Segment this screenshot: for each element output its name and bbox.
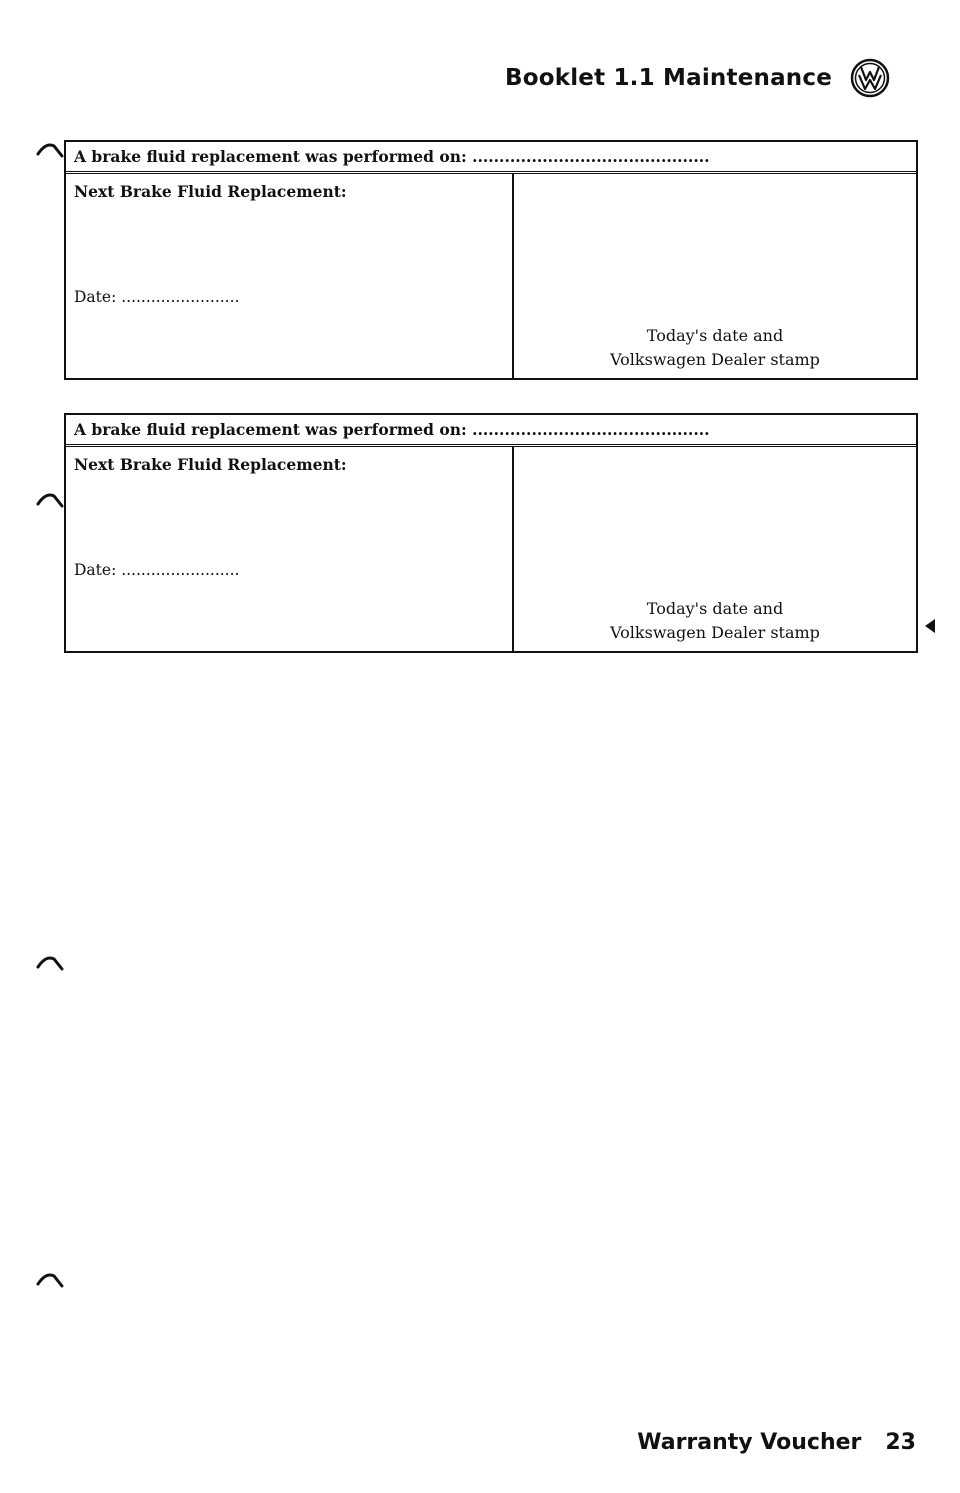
continue-arrow-icon bbox=[925, 619, 935, 633]
stamp-line-2: Volkswagen Dealer stamp bbox=[610, 623, 820, 642]
margin-mark-icon bbox=[36, 140, 66, 160]
next-replacement-label: Next Brake Fluid Replacement: bbox=[74, 455, 347, 474]
stamp-line-1: Today's date and bbox=[646, 326, 784, 345]
next-replacement-cell bbox=[66, 174, 514, 378]
date-field: Date: ........................ bbox=[74, 561, 240, 579]
next-replacement-cell bbox=[66, 447, 514, 651]
date-field: Date: ........................ bbox=[74, 288, 240, 306]
header-title: Booklet 1.1 Maintenance bbox=[504, 65, 832, 91]
page-header bbox=[505, 58, 890, 98]
brake-fluid-record-1 bbox=[64, 140, 918, 380]
page-footer bbox=[637, 1430, 916, 1455]
performed-on-line: A brake fluid replacement was performed on: ............................................ bbox=[66, 415, 916, 447]
footer-section-title: Warranty Voucher bbox=[637, 1430, 862, 1455]
vw-logo-icon bbox=[850, 58, 890, 98]
stamp-line-1: Today's date and bbox=[646, 599, 784, 618]
dealer-stamp-cell bbox=[514, 447, 916, 651]
performed-on-line: A brake fluid replacement was performed on: ............................................ bbox=[66, 142, 916, 174]
page-number: 23 bbox=[885, 1430, 916, 1455]
margin-mark-icon bbox=[36, 953, 66, 973]
next-replacement-label: Next Brake Fluid Replacement: bbox=[74, 182, 347, 201]
margin-mark-icon bbox=[36, 1270, 66, 1290]
stamp-line-2: Volkswagen Dealer stamp bbox=[610, 350, 820, 369]
brake-fluid-record-2 bbox=[64, 413, 918, 653]
dealer-stamp-cell bbox=[514, 174, 916, 378]
margin-mark-icon bbox=[36, 490, 66, 510]
